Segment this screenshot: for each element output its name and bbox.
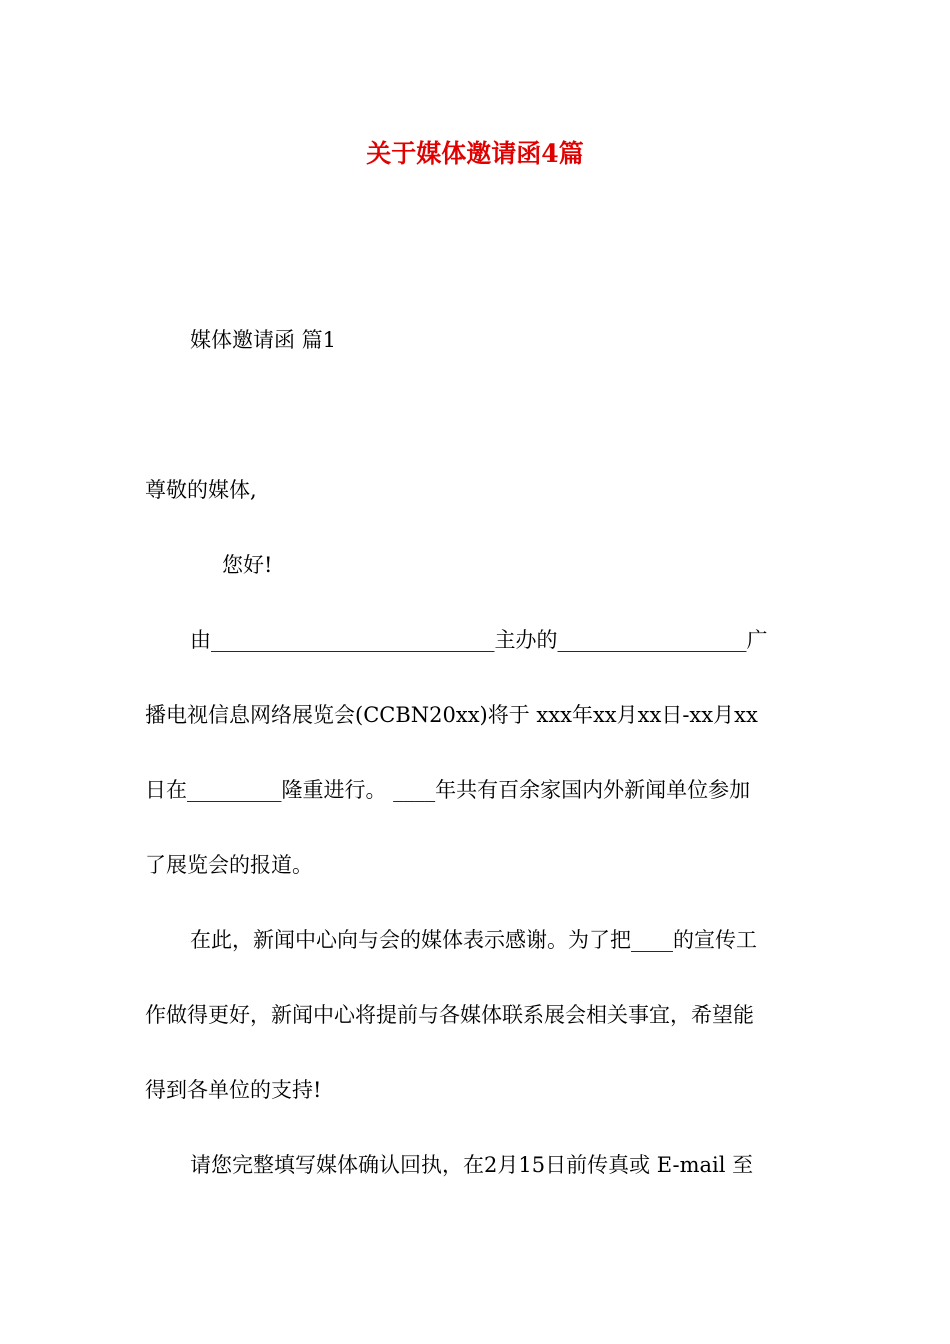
paragraph-2-line-1: 在此，新闻中心向与会的媒体表示感谢。为了把____的宣传工 [190, 928, 757, 952]
paragraph-1-line-1: 由___________________________主办的__________________广 [190, 628, 768, 652]
paragraph-3-line-1: 请您完整填写媒体确认回执，在2月15日前传真或 E-mail 至 [190, 1153, 754, 1177]
paragraph-1-line-4: 了展览会的报道。 [145, 853, 313, 877]
paragraph-1-line-2: 播电视信息网络展览会(CCBN20xx)将于 xxx年xx月xx日-xx月xx [145, 703, 758, 727]
paragraph-2-line-2: 作做得更好，新闻中心将提前与各媒体联系展会相关事宜，希望能 [145, 1003, 754, 1027]
paragraph-1-line-3: 日在_________隆重进行。 ____年共有百余家国内外新闻单位参加 [145, 778, 751, 802]
document-title: 关于媒体邀请函4篇 [366, 139, 584, 168]
salutation: 尊敬的媒体, [145, 478, 257, 502]
paragraph-2-line-3: 得到各单位的支持! [145, 1078, 322, 1102]
greeting: 您好! [222, 553, 273, 577]
section-heading: 媒体邀请函 篇1 [190, 328, 337, 352]
